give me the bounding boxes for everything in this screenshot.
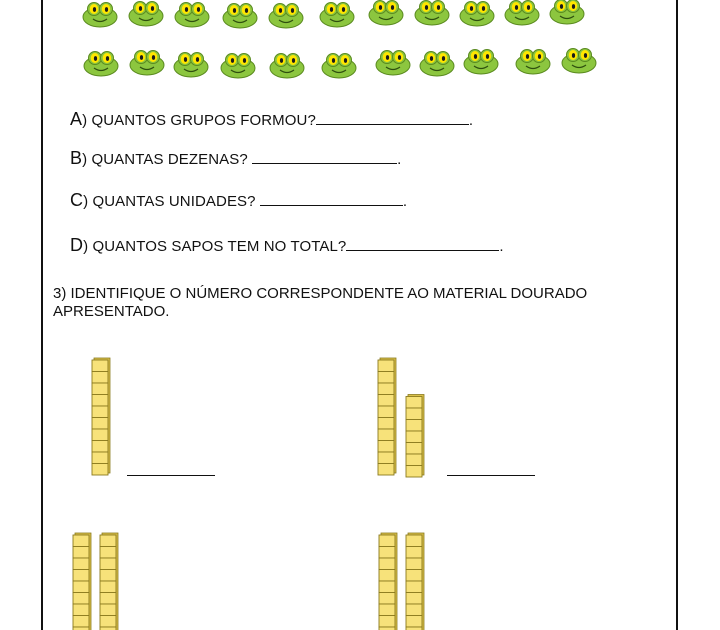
frog-icon — [420, 52, 454, 77]
question-b-letter: B — [70, 148, 83, 168]
question-b-text: ) QUANTAS DEZENAS? — [82, 151, 253, 168]
frog-icon — [550, 0, 584, 24]
question-d — [70, 235, 504, 256]
question-c-end: . — [402, 193, 408, 210]
question-b — [70, 148, 401, 169]
question-b-answer-field[interactable] — [252, 149, 397, 164]
material-item-4 — [379, 533, 424, 630]
question-a — [70, 109, 473, 130]
question-a-answer-field[interactable] — [316, 110, 469, 125]
question-b-end: . — [397, 151, 402, 168]
frog-icon — [460, 2, 494, 27]
frog-icon — [562, 49, 596, 74]
question-d-end: . — [499, 238, 504, 255]
material-item-2 — [378, 358, 424, 477]
question-a-text: ) QUANTOS GRUPOS FORMOU? — [82, 112, 316, 129]
frog-icon — [369, 1, 403, 26]
ten-rod — [378, 358, 396, 475]
frog-icon — [270, 54, 304, 79]
frog-icon — [130, 51, 164, 76]
frog-icon — [415, 1, 449, 26]
frog-icon — [320, 3, 354, 28]
frog-illustration — [0, 0, 720, 90]
frog-icon — [269, 4, 303, 29]
frog-row-2 — [84, 49, 596, 79]
frog-icon — [322, 54, 356, 79]
frog-icon — [464, 50, 498, 75]
material-item-3 — [73, 533, 118, 630]
material-item-2-answer-line[interactable] — [447, 475, 535, 476]
frog-icon — [221, 54, 255, 79]
question-c-text: ) QUANTAS UNIDADES? — [83, 193, 260, 210]
ten-rod — [100, 533, 118, 630]
question-a-letter: A — [70, 109, 83, 129]
question-d-letter: D — [70, 235, 84, 255]
material-dourado-figures — [0, 330, 720, 630]
question-c — [70, 190, 407, 211]
frog-row-1 — [83, 0, 584, 28]
frog-icon — [516, 50, 550, 75]
frog-icon — [505, 1, 539, 26]
question-a-end: . — [468, 112, 474, 129]
material-item-1-answer-line[interactable] — [127, 475, 215, 476]
frog-icon — [376, 51, 410, 76]
frog-icon — [129, 2, 163, 27]
ten-rod — [92, 358, 110, 475]
ten-rod — [379, 533, 397, 630]
ten-rod — [73, 533, 91, 630]
material-item-1 — [92, 358, 110, 475]
unit-cube-column — [406, 395, 424, 478]
question-d-answer-field[interactable] — [346, 236, 499, 251]
frog-icon — [223, 4, 257, 29]
frog-icon — [83, 3, 117, 28]
question-c-answer-field[interactable] — [260, 191, 403, 206]
question-c-letter: C — [70, 190, 84, 210]
frog-icon — [84, 52, 118, 77]
question-d-text: ) QUANTOS SAPOS TEM NO TOTAL? — [83, 238, 347, 255]
task-3-instruction: 3) IDENTIFIQUE O NÚMERO CORRESPONDENTE AO MATERIAL DOURADO APRESENTADO. — [53, 285, 588, 320]
frog-icon — [175, 3, 209, 28]
ten-rod — [406, 533, 424, 630]
frog-icon — [174, 53, 208, 78]
